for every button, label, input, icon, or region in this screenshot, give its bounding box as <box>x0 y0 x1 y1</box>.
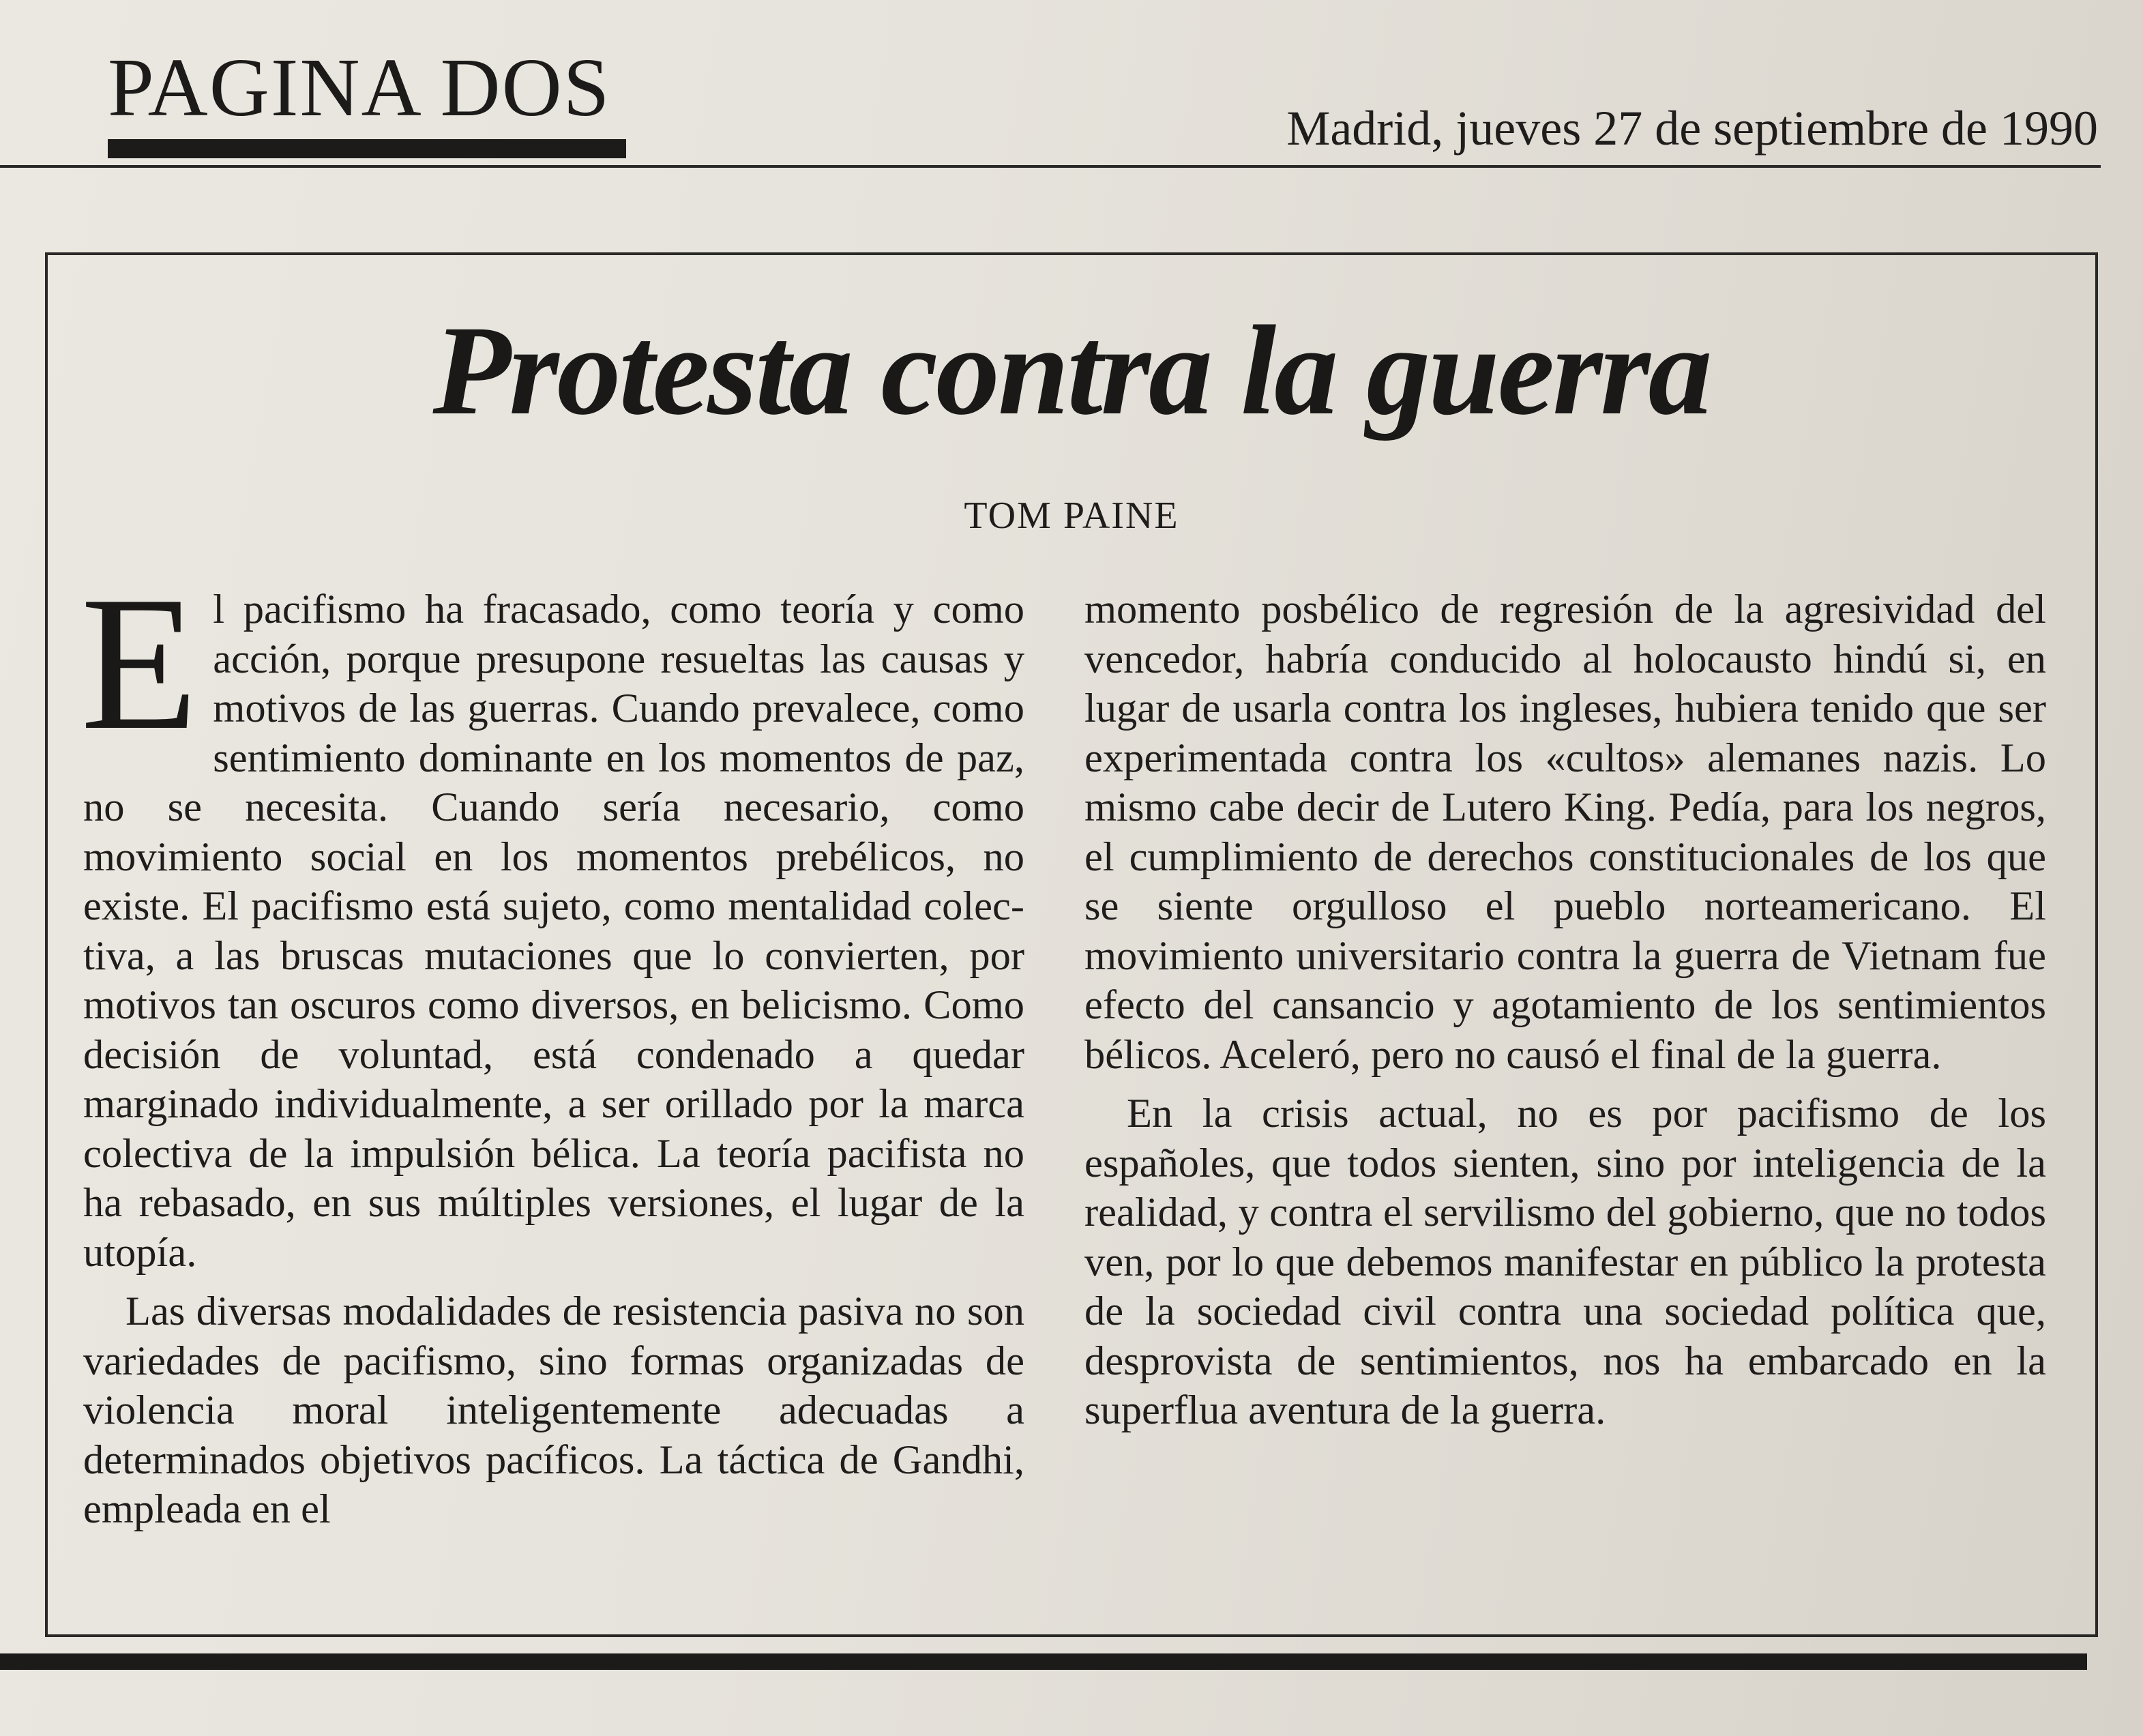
section-name: PAGINA DOS <box>108 42 611 134</box>
paragraph: Las diversas modalidades de resistencia pasiva no son variedades de pacifismo, sino formas organizadas de violencia moral inteligentemente adecuadas a determinados objetivos pacíficos. La táctica de Gandhi, empleada en el <box>83 1289 1024 1532</box>
article-byline: TOM PAINE <box>964 495 1179 537</box>
section-underline-bar <box>108 139 626 158</box>
footer-rule <box>0 1653 2087 1670</box>
paragraph-text: l pacifismo ha fracasado, como teoría y como acción, porque presupone resueltas las causas y motivos de las guerras. Cuando prevalece, como sentimiento dominante en los momentos de paz, no se necesita. Cuando sería necesario, como movimiento social en los momentos prebélicos, no existe. El pacifismo está sujeto, como mentalidad colectiva, a las bruscas mutaciones que lo convierten, por motivos tan oscuros como diversos, en belicismo. Como decisión de voluntad, está condenado a quedar marginado individualmente, a ser orillado por la marca colectiva de la impulsión bélica. La teoría pacifista no ha rebasado, en sus múltiples versiones, el lugar de la utopía. <box>83 587 1024 1276</box>
dateline: Madrid, jueves 27 de septiembre de 1990 <box>1286 101 2098 156</box>
article-column-left <box>80 557 1024 1535</box>
drop-cap: E <box>80 557 198 769</box>
paragraph: En la crisis actual, no es por pacifismo de los españoles, que todos sienten, sino por inteligencia de la realidad, y contra el servilismo del gobierno, que no todos ven, por lo que debemos manifestar en público la protesta de la sociedad civil contra una sociedad política que, desprovista de sentimientos, nos ha embarcado en la superflua aventura de la guerra. <box>1084 1091 2046 1433</box>
article-column-right <box>1084 585 2046 1436</box>
paragraph: momento posbélico de regresión de la agresividad del vencedor, habría conducido al holocausto hindú si, en lugar de usarla contra los ingleses, hubiera tenido que ser experimentada contra los «cultos» alemanes nazis. Lo mismo cabe decir de Lutero King. Pedía, para los negros, el cumplimiento de derechos constitucionales de los que se siente orgulloso el pueblo norteamericano. El movimiento universitario contra la guerra de Vietnam fue efecto del cansancio y agotamiento de los sentimientos bélicos. Aceleró, pero no causó el final de la guerra. <box>1084 587 2046 1078</box>
header-rule <box>0 165 2101 168</box>
paragraph <box>80 557 1024 1278</box>
article-headline: Protesta contra la guerra <box>432 299 1711 441</box>
